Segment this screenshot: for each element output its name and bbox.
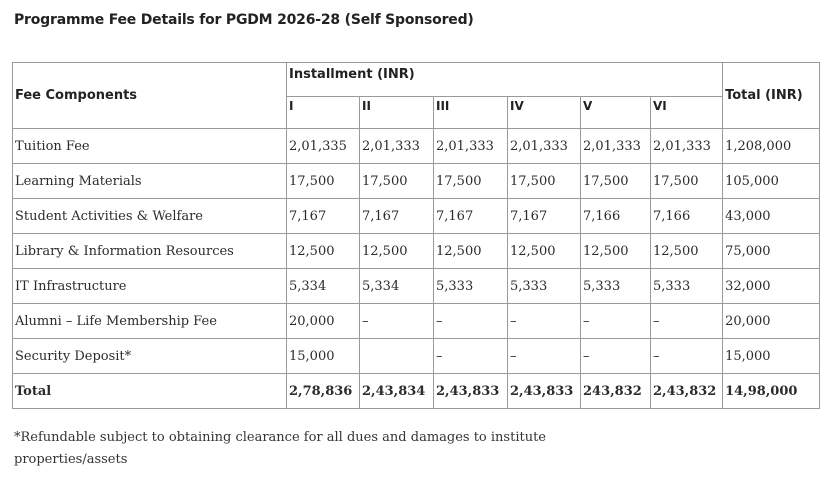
footnote: *Refundable subject to obtaining clearance for all dues and damages to institute properties/assets [14,430,546,467]
cell-value: 12,500 [360,234,434,269]
header-installment-6: VI [651,97,723,129]
row-label: Library & Information Resources [13,234,287,269]
cell-value: 17,500 [581,164,651,199]
cell-value: 17,500 [508,164,581,199]
row-total: 32,000 [723,269,820,304]
cell-value: 12,500 [434,234,508,269]
cell-value: 2,01,333 [360,129,434,164]
table-row [13,234,820,269]
cell-value: 17,500 [434,164,508,199]
table-row [13,129,820,164]
cell-value [360,339,434,374]
table-total-row [13,374,820,409]
cell-value: 12,500 [581,234,651,269]
cell-value: – [360,304,434,339]
cell-value: 2,01,333 [508,129,581,164]
row-total: 20,000 [723,304,820,339]
cell-value: 2,01,333 [434,129,508,164]
row-label: IT Infrastructure [13,269,287,304]
cell-value: 5,333 [508,269,581,304]
row-total: 43,000 [723,199,820,234]
cell-value: 7,167 [434,199,508,234]
cell-value: – [581,304,651,339]
table-row [13,164,820,199]
cell-value: 17,500 [651,164,723,199]
cell-value: 7,167 [287,199,360,234]
total-value: 2,43,833 [434,374,508,409]
cell-value: – [434,304,508,339]
row-total: 75,000 [723,234,820,269]
cell-value: 5,334 [360,269,434,304]
row-label: Security Deposit* [13,339,287,374]
table-row [13,304,820,339]
header-installment-2: II [360,97,434,129]
total-label: Total [13,374,287,409]
total-value: 2,43,833 [508,374,581,409]
cell-value: – [581,339,651,374]
cell-value: 20,000 [287,304,360,339]
total-value: 2,78,836 [287,374,360,409]
page-title: Programme Fee Details for PGDM 2026-28 (Self Sponsored) [14,12,474,28]
row-total: 1,208,000 [723,129,820,164]
cell-value: 5,333 [434,269,508,304]
cell-value: 12,500 [508,234,581,269]
total-value: 2,43,832 [651,374,723,409]
cell-value: 7,166 [581,199,651,234]
header-installment-3: III [434,97,508,129]
cell-value: 2,01,333 [651,129,723,164]
header-installment-4: IV [508,97,581,129]
table-row [13,199,820,234]
cell-value: 17,500 [287,164,360,199]
cell-value: – [651,304,723,339]
cell-value: 7,166 [651,199,723,234]
row-label: Tuition Fee [13,129,287,164]
cell-value: – [508,304,581,339]
cell-value: 2,01,333 [581,129,651,164]
cell-value: 7,167 [508,199,581,234]
cell-value: 5,334 [287,269,360,304]
cell-value: 7,167 [360,199,434,234]
cell-value: 15,000 [287,339,360,374]
row-label: Learning Materials [13,164,287,199]
table-row [13,339,820,374]
header-total: Total (INR) [723,63,820,129]
cell-value: – [434,339,508,374]
row-total: 105,000 [723,164,820,199]
cell-value: 12,500 [651,234,723,269]
row-label: Alumni – Life Membership Fee [13,304,287,339]
header-fee-components: Fee Components [13,63,287,129]
grand-total: 14,98,000 [723,374,820,409]
total-value: 243,832 [581,374,651,409]
cell-value: – [508,339,581,374]
fee-table [12,62,820,409]
cell-value: 17,500 [360,164,434,199]
header-installment: Installment (INR) [287,63,723,97]
total-value: 2,43,834 [360,374,434,409]
header-installment-1: I [287,97,360,129]
cell-value: 5,333 [651,269,723,304]
cell-value: – [651,339,723,374]
cell-value: 12,500 [287,234,360,269]
header-installment-5: V [581,97,651,129]
row-label: Student Activities & Welfare [13,199,287,234]
cell-value: 5,333 [581,269,651,304]
row-total: 15,000 [723,339,820,374]
cell-value: 2,01,335 [287,129,360,164]
table-row [13,269,820,304]
